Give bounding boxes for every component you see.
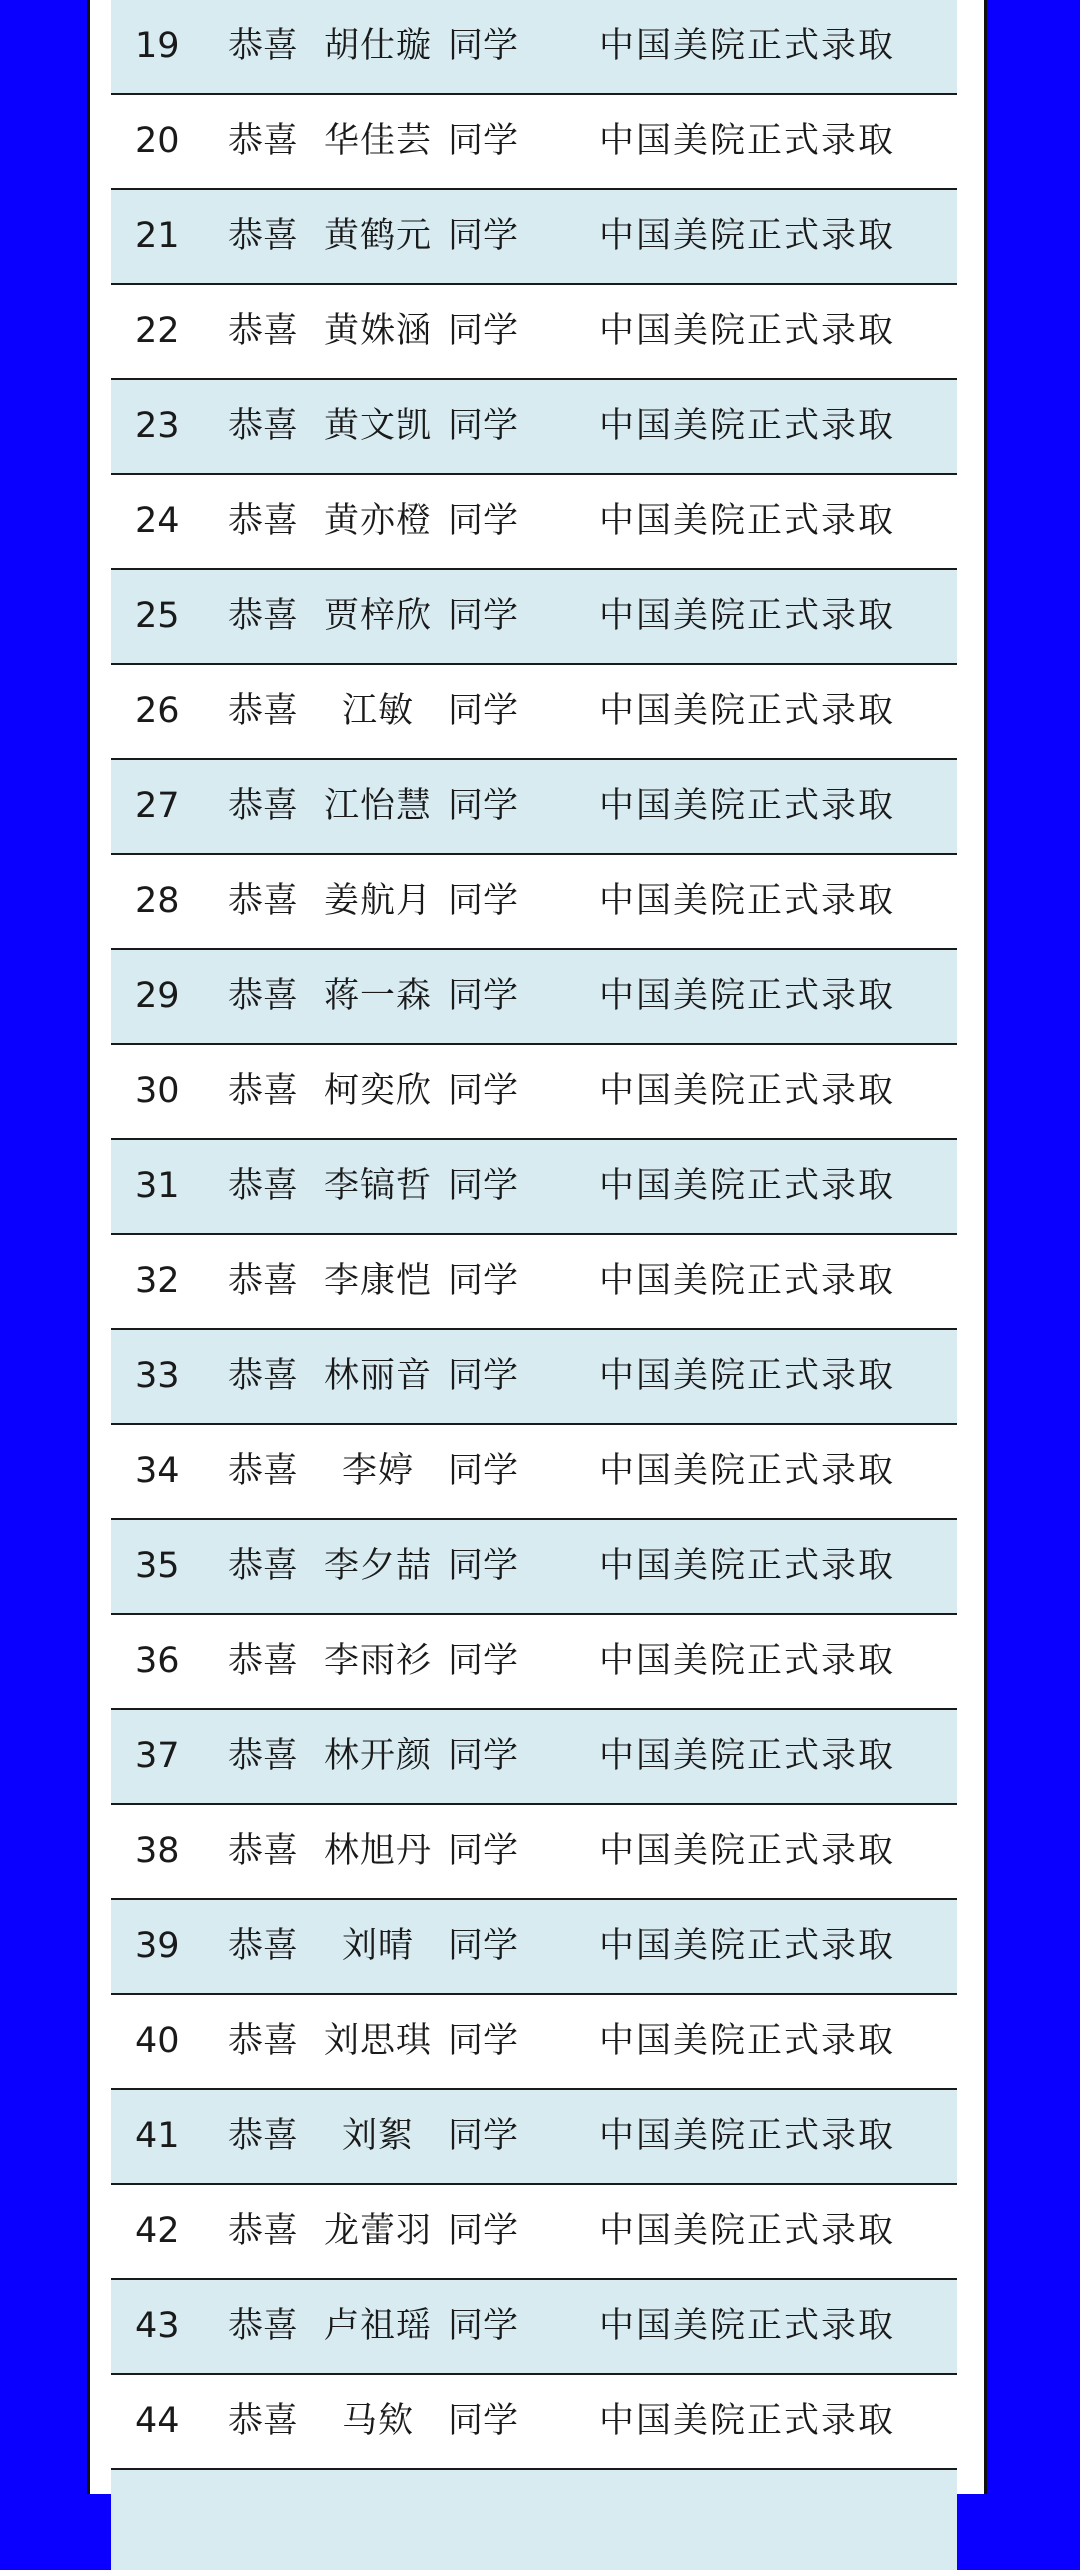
classmate-suffix: 同学 — [448, 216, 519, 256]
admission-result: 中国美院正式录取 — [599, 121, 896, 161]
classmate-suffix: 同学 — [448, 2211, 519, 2251]
admission-result: 中国美院正式录取 — [599, 216, 896, 256]
list-row — [111, 855, 957, 950]
admission-result: 中国美院正式录取 — [599, 1451, 896, 1491]
greeting-text: 恭喜 — [228, 976, 299, 1016]
list-row — [111, 1330, 957, 1425]
row-number: 33 — [135, 1356, 180, 1396]
admission-result: 中国美院正式录取 — [599, 691, 896, 731]
student-name: 黄文凯 — [323, 406, 432, 446]
classmate-suffix: 同学 — [448, 1736, 519, 1776]
greeting-text: 恭喜 — [228, 501, 299, 541]
student-name: 江敏 — [341, 691, 414, 731]
row-number: 39 — [135, 1926, 180, 1966]
admission-result: 中国美院正式录取 — [599, 2306, 896, 2346]
admission-result: 中国美院正式录取 — [599, 501, 896, 541]
admission-result: 中国美院正式录取 — [599, 1356, 896, 1396]
student-name: 李康恺 — [323, 1261, 432, 1301]
row-number: 36 — [135, 1641, 180, 1681]
student-name: 江怡慧 — [323, 786, 432, 826]
greeting-text: 恭喜 — [228, 1166, 299, 1206]
row-number: 22 — [135, 311, 180, 351]
student-name: 华佳芸 — [323, 121, 432, 161]
row-number: 23 — [135, 406, 180, 446]
student-name: 刘晴 — [341, 1926, 414, 1966]
greeting-text: 恭喜 — [228, 786, 299, 826]
row-number: 25 — [135, 596, 180, 636]
row-number: 20 — [135, 121, 180, 161]
greeting-text: 恭喜 — [228, 2401, 299, 2441]
row-number: 28 — [135, 881, 180, 921]
list-row — [111, 1710, 957, 1805]
row-number: 30 — [135, 1071, 180, 1111]
admission-result: 中国美院正式录取 — [599, 406, 896, 446]
greeting-text: 恭喜 — [228, 1451, 299, 1491]
classmate-suffix: 同学 — [448, 311, 519, 351]
admission-result: 中国美院正式录取 — [599, 1546, 896, 1586]
classmate-suffix: 同学 — [448, 691, 519, 731]
admission-result: 中国美院正式录取 — [599, 2401, 896, 2441]
row-number: 19 — [135, 26, 180, 66]
student-name: 龙蕾羽 — [323, 2211, 432, 2251]
classmate-suffix: 同学 — [448, 2116, 519, 2156]
row-number: 27 — [135, 786, 180, 826]
student-name: 马欸 — [341, 2401, 414, 2441]
list-row — [111, 2280, 957, 2375]
admission-result: 中国美院正式录取 — [599, 2211, 896, 2251]
admission-result: 中国美院正式录取 — [599, 881, 896, 921]
next-row-partial — [111, 2470, 957, 2570]
row-number: 24 — [135, 501, 180, 541]
greeting-text: 恭喜 — [228, 1071, 299, 1111]
list-row — [111, 2090, 957, 2185]
list-row — [111, 95, 957, 190]
classmate-suffix: 同学 — [448, 121, 519, 161]
admission-result: 中国美院正式录取 — [599, 596, 896, 636]
student-name: 李夕喆 — [323, 1546, 432, 1586]
student-name: 林丽音 — [323, 1356, 432, 1396]
list-row — [111, 2185, 957, 2280]
student-name: 刘絮 — [341, 2116, 414, 2156]
student-name: 李雨衫 — [323, 1641, 432, 1681]
classmate-suffix: 同学 — [448, 1641, 519, 1681]
list-row — [111, 285, 957, 380]
admission-result: 中国美院正式录取 — [599, 1166, 896, 1206]
list-row — [111, 570, 957, 665]
row-number: 34 — [135, 1451, 180, 1491]
greeting-text: 恭喜 — [228, 2021, 299, 2061]
student-name: 李婷 — [341, 1451, 414, 1491]
student-name: 黄姝涵 — [323, 311, 432, 351]
list-row — [111, 950, 957, 1045]
list-row — [111, 1995, 957, 2090]
greeting-text: 恭喜 — [228, 1261, 299, 1301]
row-number: 21 — [135, 216, 180, 256]
greeting-text: 恭喜 — [228, 2116, 299, 2156]
student-name: 贾梓欣 — [323, 596, 432, 636]
classmate-suffix: 同学 — [448, 2021, 519, 2061]
admission-result: 中国美院正式录取 — [599, 2116, 896, 2156]
greeting-text: 恭喜 — [228, 121, 299, 161]
classmate-suffix: 同学 — [448, 406, 519, 446]
greeting-text: 恭喜 — [228, 1546, 299, 1586]
classmate-suffix: 同学 — [448, 1071, 519, 1111]
classmate-suffix: 同学 — [448, 1831, 519, 1871]
student-name: 蒋一森 — [323, 976, 432, 1016]
row-number: 40 — [135, 2021, 180, 2061]
student-name: 林旭丹 — [323, 1831, 432, 1871]
greeting-text: 恭喜 — [228, 1926, 299, 1966]
list-row — [111, 665, 957, 760]
greeting-text: 恭喜 — [228, 596, 299, 636]
greeting-text: 恭喜 — [228, 26, 299, 66]
admission-result: 中国美院正式录取 — [599, 976, 896, 1016]
greeting-text: 恭喜 — [228, 881, 299, 921]
list-row — [111, 1045, 957, 1140]
greeting-text: 恭喜 — [228, 1356, 299, 1396]
list-row — [111, 2375, 957, 2470]
greeting-text: 恭喜 — [228, 311, 299, 351]
classmate-suffix: 同学 — [448, 1546, 519, 1586]
greeting-text: 恭喜 — [228, 1831, 299, 1871]
greeting-text: 恭喜 — [228, 1641, 299, 1681]
student-name: 刘思琪 — [323, 2021, 432, 2061]
admission-result: 中国美院正式录取 — [599, 311, 896, 351]
greeting-text: 恭喜 — [228, 216, 299, 256]
student-name: 胡仕璇 — [323, 26, 432, 66]
greeting-text: 恭喜 — [228, 691, 299, 731]
row-number: 37 — [135, 1736, 180, 1776]
student-name: 黄鹤元 — [323, 216, 432, 256]
admission-result: 中国美院正式录取 — [599, 1926, 896, 1966]
list-row — [111, 190, 957, 285]
list-row — [111, 1615, 957, 1710]
row-number: 42 — [135, 2211, 180, 2251]
row-number: 43 — [135, 2306, 180, 2346]
list-row — [111, 475, 957, 570]
classmate-suffix: 同学 — [448, 881, 519, 921]
row-number: 41 — [135, 2116, 180, 2156]
greeting-text: 恭喜 — [228, 406, 299, 446]
row-number: 32 — [135, 1261, 180, 1301]
list-row — [111, 0, 957, 95]
classmate-suffix: 同学 — [448, 1166, 519, 1206]
admission-result: 中国美院正式录取 — [599, 26, 896, 66]
student-name: 李镐哲 — [323, 1166, 432, 1206]
row-number: 29 — [135, 976, 180, 1016]
list-row — [111, 1235, 957, 1330]
greeting-text: 恭喜 — [228, 2211, 299, 2251]
classmate-suffix: 同学 — [448, 26, 519, 66]
admission-list — [111, 0, 957, 2570]
admission-result: 中国美院正式录取 — [599, 2021, 896, 2061]
row-number: 26 — [135, 691, 180, 731]
student-name: 卢祖瑶 — [323, 2306, 432, 2346]
student-name: 林开颜 — [323, 1736, 432, 1776]
classmate-suffix: 同学 — [448, 1356, 519, 1396]
list-row — [111, 1805, 957, 1900]
list-row — [111, 1900, 957, 1995]
classmate-suffix: 同学 — [448, 2401, 519, 2441]
row-number: 35 — [135, 1546, 180, 1586]
classmate-suffix: 同学 — [448, 2306, 519, 2346]
list-row — [111, 1140, 957, 1235]
classmate-suffix: 同学 — [448, 1451, 519, 1491]
admission-result: 中国美院正式录取 — [599, 1641, 896, 1681]
greeting-text: 恭喜 — [228, 1736, 299, 1776]
list-row — [111, 760, 957, 855]
list-row — [111, 380, 957, 475]
row-number: 38 — [135, 1831, 180, 1871]
classmate-suffix: 同学 — [448, 501, 519, 541]
student-name: 柯奕欣 — [323, 1071, 432, 1111]
classmate-suffix: 同学 — [448, 1261, 519, 1301]
list-row — [111, 1425, 957, 1520]
admission-result: 中国美院正式录取 — [599, 1736, 896, 1776]
classmate-suffix: 同学 — [448, 1926, 519, 1966]
row-number: 44 — [135, 2401, 180, 2441]
classmate-suffix: 同学 — [448, 786, 519, 826]
classmate-suffix: 同学 — [448, 596, 519, 636]
student-name: 黄亦橙 — [323, 501, 432, 541]
greeting-text: 恭喜 — [228, 2306, 299, 2346]
admission-result: 中国美院正式录取 — [599, 1831, 896, 1871]
admission-result: 中国美院正式录取 — [599, 1071, 896, 1111]
row-number: 31 — [135, 1166, 180, 1206]
classmate-suffix: 同学 — [448, 976, 519, 1016]
admission-result: 中国美院正式录取 — [599, 786, 896, 826]
admission-result: 中国美院正式录取 — [599, 1261, 896, 1301]
list-row — [111, 1520, 957, 1615]
student-name: 姜航月 — [323, 881, 432, 921]
